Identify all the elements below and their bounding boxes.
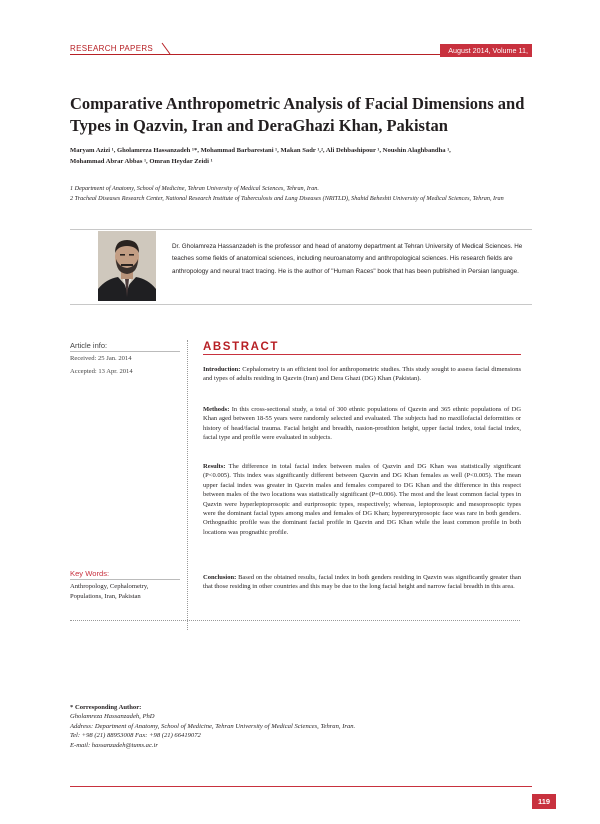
abstract-conclusion (203, 573, 521, 592)
introduction-label: Introduction: (203, 366, 241, 373)
introduction-text: Cephalometry is an efficient tool for anthropometric studies. This study sought to assess facial dimensions and types of adults residing in Qazvin (Iran) and Dera Ghazi (DG) Khan (Pakistan). (203, 366, 521, 383)
abstract-introduction (203, 365, 521, 384)
corresponding-email: E-mail: hassanzadeh@tums.ac.ir (70, 741, 158, 749)
conclusion-label: Conclusion: (203, 574, 237, 581)
paper-title: Comparative Anthropometric Analysis of Facial Dimensions and Types in Qazvin, Iran and DeraGhazi Khan, Pakistan (70, 94, 525, 135)
author-bio: Dr. Gholamreza Hassanzadeh is the professor and head of anatomy department at Tehran University of Medical Sciences. He teaches some fields of anatomical sciences, including neuroanatomy and anthropological sciences. His research fields are anthropology and neural tract tracing. He is the author of "Human Races" book that has been published in Persian language. (172, 243, 523, 275)
section-divider-icon (160, 42, 172, 54)
abstract-results (203, 462, 521, 537)
abstract-methods (203, 405, 521, 443)
issue-badge: August 2014, Volume 11, Number 3 (440, 44, 532, 57)
page-number: 119 (532, 794, 556, 809)
article-info-heading: Article info: (70, 341, 108, 350)
affiliations (70, 184, 540, 204)
conclusion-text: Based on the obtained results, facial index in both genders residing in Qazvin was significantly greater than that those residing in other countries and this may be due to the long facial height and narrow facial breadth in this area. (203, 574, 522, 591)
author-line-2: Mohammad Abrar Abbas ¹, Omran Heydar Zeidi ¹ (70, 157, 213, 165)
corresponding-heading: * Corresponding Author: (70, 704, 142, 711)
methods-text: In this cross-sectional study, a total of 300 ethnic populations of Qazvin and 365 ethnic populations of DG Khan aged between 18-55 years were randomly selected and evaluated. The subjects had no maxillofacial deformities or history of head/facial trauma. Facial height and breadth, nasion-prosthion height, upper facial index, total facial index, facial type and profile were evaluated in subjects. (203, 406, 522, 442)
results-text: The difference in total facial index between males of Qazvin and DG Khan was statistically significant (P<0.005). This index was significantly different between Qazvin and DG Khan females as well (P<0.005). The mean upper facial index was greater in Qazvin males and females compared to DG Khan and the difference in this respect between males of the two locations was statistically significant (P=0.006). The most and the least common facial types in Qazvin were hyperleptoprosopic and euriprosopic types, respectively; whereas, leptoprosopic and mesoprosopic types were the dominant facial types among males and females of DG Khan; hypereuryprosopic face was rare in both genders. Orthognathic profile was the dominant facial profile in Qazvin and DG Khan while the least common profile in both locations was prognathic profile. (203, 463, 521, 536)
abstract-rule (203, 354, 521, 355)
corresponding-name: Gholamreza Hassanzadeh, PhD (70, 713, 155, 720)
bio-bottom-rule (70, 304, 532, 305)
section-label: RESEARCH PAPERS (70, 44, 154, 53)
author-list (70, 146, 540, 167)
received-date: Received: 25 Jan. 2014 (70, 355, 132, 362)
methods-label: Methods: (203, 406, 230, 413)
abstract-bottom-divider (70, 620, 520, 621)
affiliation-2: 2 Tracheal Diseases Research Center, National Research Institute of Tuberculosis and Lung Diseases (NRITLD), Shahid Beheshti University of Medical Sciences, Tehran, Iran (70, 195, 504, 202)
column-divider (187, 340, 188, 630)
corresponding-address: Address: Department of Anatomy, School of Medicine, Tehran University of Medical Sciences, Tehran, Iran. (70, 722, 356, 730)
keywords-heading: Key Words: (70, 569, 110, 578)
author-line-1: Maryam Azizi ¹, Gholamreza Hassanzadeh ¹*, Mohammad Barbarestani ¹, Makan Sadr ¹,², Ali Dehbashipour ¹, Noushin Alaghbandha ¹, (70, 147, 451, 154)
keywords-rule (70, 579, 180, 580)
accepted-date: Accepted: 13 Apr. 2014 (70, 368, 133, 375)
abstract-heading: ABSTRACT (203, 341, 280, 353)
author-photo (98, 231, 156, 301)
results-label: Results: (203, 463, 226, 470)
article-info-rule (70, 351, 180, 352)
bio-top-rule (70, 229, 532, 230)
keywords-text: Anthropology, Cephalometry, Populations, Iran, Pakistan (70, 583, 149, 600)
affiliation-1: 1 Department of Anatomy, School of Medicine, Tehran University of Medical Sciences, Tehran, Iran. (70, 185, 319, 192)
corresponding-phone: Tel: +98 (21) 88953008 Fax: +98 (21) 66419072 (70, 732, 201, 740)
footer-rule (70, 786, 532, 787)
corresponding-details (70, 712, 530, 750)
